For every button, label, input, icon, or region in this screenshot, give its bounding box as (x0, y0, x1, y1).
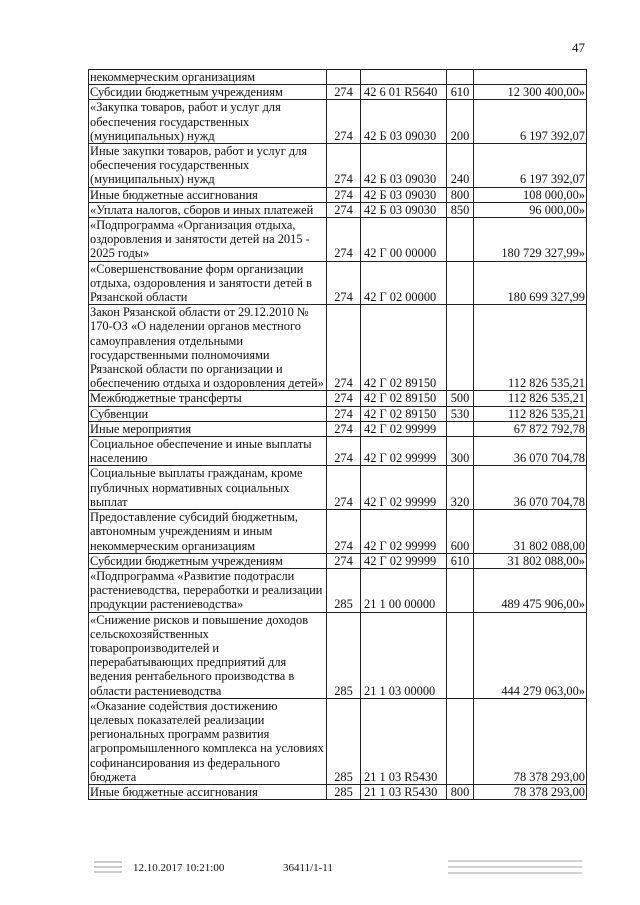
name-cell: Социальные выплаты гражданам, кроме публичных нормативных социальных выплат (89, 466, 327, 510)
amount-cell: 112 826 535,21 (474, 305, 587, 391)
ved-cell: 274 (327, 305, 361, 391)
vr-cell (447, 421, 474, 436)
table-row (89, 218, 587, 262)
amount-cell: 36 070 704,78 (474, 437, 587, 466)
table-row (89, 305, 587, 391)
vr-cell (447, 612, 474, 698)
table-row (89, 421, 587, 436)
csr-cell: 42 Г 02 00000 (361, 261, 447, 305)
amount-cell: 444 279 063,00» (474, 612, 587, 698)
vr-cell (447, 698, 474, 784)
amount-cell: 180 729 327,99» (474, 218, 587, 262)
csr-cell: 42 6 01 R5640 (361, 85, 447, 100)
ved-cell: 285 (327, 612, 361, 698)
amount-cell: 6 197 392,07 (474, 144, 587, 188)
table-row (89, 553, 587, 568)
ved-cell: 285 (327, 698, 361, 784)
vr-cell: 500 (447, 391, 474, 406)
budget-table-body (89, 70, 587, 800)
vr-cell: 300 (447, 437, 474, 466)
name-cell: «Подпрограмма «Организация отдыха, оздоровления и занятости детей на 2015 - 2025 годы» (89, 218, 327, 262)
amount-cell (474, 70, 587, 85)
table-row (89, 568, 587, 612)
table-row (89, 261, 587, 305)
ved-cell: 274 (327, 510, 361, 554)
amount-cell: 112 826 535,21 (474, 406, 587, 421)
name-cell: Социальное обеспечение и иные выплаты населению (89, 437, 327, 466)
vr-cell: 800 (447, 187, 474, 202)
csr-cell: 42 Б 03 09030 (361, 202, 447, 217)
ved-cell: 274 (327, 421, 361, 436)
name-cell: некоммерческим организациям (89, 70, 327, 85)
csr-cell: 42 Г 02 99999 (361, 466, 447, 510)
footer-doc-code: 36411/1-11 (283, 862, 333, 874)
vr-cell: 610 (447, 85, 474, 100)
csr-cell: 42 Г 02 99999 (361, 553, 447, 568)
table-row (89, 784, 587, 799)
vr-cell: 320 (447, 466, 474, 510)
ved-cell: 274 (327, 553, 361, 568)
csr-cell: 21 1 03 R5430 (361, 784, 447, 799)
name-cell: «Оказание содействия достижению целевых показателей реализации региональных программ развития агропромышленного комплекса на условиях софинансирования из федерального бюджета (89, 698, 327, 784)
csr-cell: 42 Г 02 99999 (361, 437, 447, 466)
name-cell: Закон Рязанской области от 29.12.2010 № 170-ОЗ «О наделении органов местного самоуправления отдельными государственными полномочиями Рязанской области по организации и обеспечению отдыха и оздоровления детей» (89, 305, 327, 391)
table-row (89, 391, 587, 406)
ved-cell: 274 (327, 261, 361, 305)
ved-cell: 274 (327, 437, 361, 466)
name-cell: «Уплата налогов, сборов и иных платежей (89, 202, 327, 217)
name-cell: Субсидии бюджетным учреждениям (89, 553, 327, 568)
table-row (89, 612, 587, 698)
vr-cell (447, 218, 474, 262)
name-cell: Субсидии бюджетным учреждениям (89, 85, 327, 100)
name-cell: «Закупка товаров, работ и услуг для обеспечения государственных (муниципальных) нужд (89, 100, 327, 144)
table-row (89, 85, 587, 100)
scan-mark-left (94, 858, 122, 878)
vr-cell (447, 568, 474, 612)
amount-cell: 78 378 293,00 (474, 698, 587, 784)
amount-cell: 112 826 535,21 (474, 391, 587, 406)
table-row (89, 437, 587, 466)
ved-cell: 274 (327, 466, 361, 510)
csr-cell: 42 Г 02 99999 (361, 421, 447, 436)
amount-cell: 31 802 088,00» (474, 553, 587, 568)
vr-cell: 200 (447, 100, 474, 144)
ved-cell: 274 (327, 187, 361, 202)
csr-cell: 21 1 03 00000 (361, 612, 447, 698)
csr-cell: 42 Б 03 09030 (361, 144, 447, 188)
amount-cell: 180 699 327,99 (474, 261, 587, 305)
name-cell: Иные мероприятия (89, 421, 327, 436)
footer-timestamp: 12.10.2017 10:21:00 (133, 862, 225, 874)
table-row (89, 100, 587, 144)
table-row (89, 466, 587, 510)
ved-cell: 274 (327, 391, 361, 406)
amount-cell: 78 378 293,00 (474, 784, 587, 799)
table-row (89, 698, 587, 784)
vr-cell (447, 261, 474, 305)
ved-cell: 285 (327, 568, 361, 612)
csr-cell: 42 Г 02 99999 (361, 510, 447, 554)
name-cell: Межбюджетные трансферты (89, 391, 327, 406)
amount-cell: 489 475 906,00» (474, 568, 587, 612)
table-row (89, 202, 587, 217)
name-cell: «Совершенствование форм организации отдыха, оздоровления и занятости детей в Рязанской области (89, 261, 327, 305)
vr-cell: 530 (447, 406, 474, 421)
ved-cell: 285 (327, 784, 361, 799)
vr-cell: 850 (447, 202, 474, 217)
csr-cell: 21 1 00 00000 (361, 568, 447, 612)
vr-cell: 240 (447, 144, 474, 188)
csr-cell: 42 Г 02 89150 (361, 391, 447, 406)
name-cell: Предоставление субсидий бюджетным, автономным учреждениям и иным некоммерческим организациям (89, 510, 327, 554)
csr-cell: 42 Г 02 89150 (361, 305, 447, 391)
scan-mark-right (448, 856, 582, 878)
name-cell: Субвенции (89, 406, 327, 421)
vr-cell: 610 (447, 553, 474, 568)
csr-cell (361, 70, 447, 85)
amount-cell: 31 802 088,00 (474, 510, 587, 554)
csr-cell: 42 Б 03 09030 (361, 187, 447, 202)
amount-cell: 108 000,00» (474, 187, 587, 202)
amount-cell: 36 070 704,78 (474, 466, 587, 510)
table-row (89, 187, 587, 202)
vr-cell (447, 305, 474, 391)
table-row (89, 406, 587, 421)
name-cell: Иные закупки товаров, работ и услуг для обеспечения государственных (муниципальных) нужд (89, 144, 327, 188)
ved-cell: 274 (327, 85, 361, 100)
table-row (89, 510, 587, 554)
amount-cell: 6 197 392,07 (474, 100, 587, 144)
name-cell: Иные бюджетные ассигнования (89, 187, 327, 202)
table-row (89, 70, 587, 85)
ved-cell: 274 (327, 406, 361, 421)
name-cell: «Снижение рисков и повышение доходов сельскохозяйственных товаропроизводителей и перерабатывающих предприятий для ведения рентабельного производства в области растениеводства (89, 612, 327, 698)
ved-cell (327, 70, 361, 85)
table-row (89, 144, 587, 188)
amount-cell: 96 000,00» (474, 202, 587, 217)
amount-cell: 12 300 400,00» (474, 85, 587, 100)
csr-cell: 42 Г 02 89150 (361, 406, 447, 421)
csr-cell: 42 Г 00 00000 (361, 218, 447, 262)
page-number: 47 (572, 40, 585, 55)
ved-cell: 274 (327, 218, 361, 262)
amount-cell: 67 872 792,78 (474, 421, 587, 436)
ved-cell: 274 (327, 144, 361, 188)
name-cell: «Подпрограмма «Развитие подотрасли растениеводства, переработки и реализации продукции растениеводства» (89, 568, 327, 612)
budget-table (88, 69, 587, 800)
vr-cell: 800 (447, 784, 474, 799)
ved-cell: 274 (327, 100, 361, 144)
csr-cell: 42 Б 03 09030 (361, 100, 447, 144)
ved-cell: 274 (327, 202, 361, 217)
csr-cell: 21 1 03 R5430 (361, 698, 447, 784)
name-cell: Иные бюджетные ассигнования (89, 784, 327, 799)
vr-cell (447, 70, 474, 85)
vr-cell: 600 (447, 510, 474, 554)
